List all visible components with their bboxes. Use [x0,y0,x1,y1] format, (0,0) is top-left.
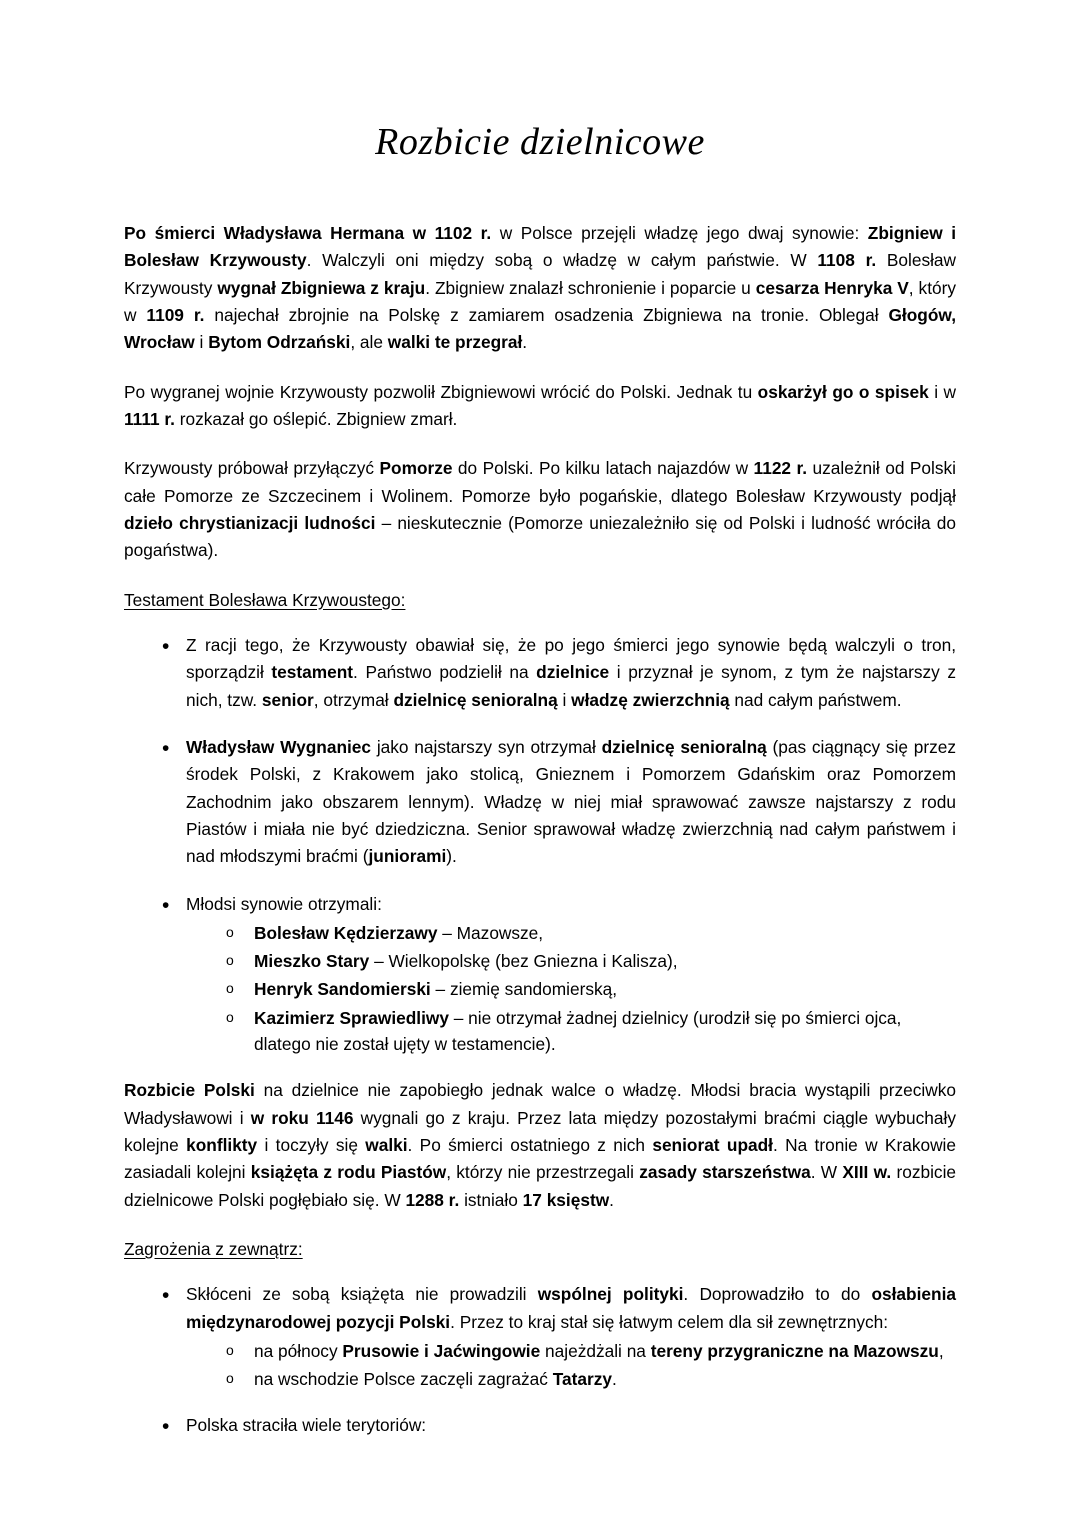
list-item [124,891,956,1058]
sub-list-item: o na wschodzie Polsce zaczęli zagrażać Tatarzy. [186,1366,956,1392]
threats-bullet-list [124,1281,956,1440]
paragraph: Krzywousty próbował przyłączyć Pomorze do Polski. Po kilku latach najazdów w 1122 r. uzależnił od Polski całe Pomorze ze Szczecinem i Wolinem. Pomorze było pogańskie, dlatego Bolesław Krzywousty podjął dzieło chrystianizacji ludności – nieskutecznie (Pomorze uniezależniło się od Polski i ludność wróciła do pogaństwa). [124,458,956,561]
list-item-label: Młodsi synowie otrzymali: [186,893,382,914]
threats-sublist [186,1338,956,1393]
list-item: • Z racji tego, że Krzywousty obawiał się, że po jego śmierci jego synowie będą walczyli o tron, sporządził testament. Państwo podzielił na dzielnice i przyznał je synom, z tym że najstarszy z nich, tzw. senior, otrzymał dzielnicę senioralną i władzę zwierzchnią nad całym państwem. [124,632,956,714]
younger-sons-sublist [186,920,956,1057]
testament-bullet-list [124,632,956,1057]
page-title: Rozbicie dzielnicowe [375,121,705,163]
sub-list-item: o na północy Prusowie i Jaćwingowie najeżdżali na tereny przygraniczne na Mazowszu, [186,1338,956,1364]
sub-list-item: o Henryk Sandomierski – ziemię sandomierską, [186,976,956,1002]
sub-list-item: o Mieszko Stary – Wielkopolskę (bez Gniezna i Kalisza), [186,948,956,974]
paragraph: Po wygranej wojnie Krzywousty pozwolił Zbigniewowi wrócić do Polski. Jednak tu oskarżył go o spisek i w 1111 r. rozkazał go oślepić. Zbigniew zmarł. [124,381,957,429]
section-heading-threats: Zagrożenia z zewnątrz: [124,1238,303,1259]
paragraph: Rozbicie Polski na dzielnice nie zapobiegło jednak walce o władzę. Młodsi bracia wystąpili przeciwko Władysławowi i w roku 1146 wygnali go z kraju. Przez lata między pozostałymi braćmi ciągle wybuchały kolejne konflikty i toczyły się walki. Po śmierci ostatniego z nich seniorat upadł. Na tronie w Krakowie zasiadali kolejni książęta z rodu Piastów, którzy nie przestrzegali zasady starszeństwa. W XIII w. rozbicie dzielnicowe Polski pogłębiało się. W 1288 r. istniało 17 księstw. [124,1080,957,1210]
paragraph: Po śmierci Władysława Hermana w 1102 r. w Polsce przejęli władzę jego dwaj synowie: Zbigniew i Bolesław Krzywousty. Walczyli oni między sobą o władzę w całym państwie. W 1108 r. Bolesław Krzywousty wygnał Zbigniewa z kraju. Zbigniew znalazł schronienie i poparcie u cesarza Henryka V, który w 1109 r. najechał zbrojnie na Polskę z zamiarem osadzenia Zbigniewa na tronie. Oblegał Głogów, Wrocław i Bytom Odrzański, ale walki te przegrał. [124,223,957,353]
list-item-text: Skłóceni ze sobą książęta nie prowadzili wspólnej polityki. Doprowadziło to do osłabienia międzynarodowej pozycji Polski. Przez to kraj stał się łatwym celem dla sił zewnętrznych: [186,1284,956,1332]
section-heading-testament: Testament Bolesława Krzywoustego: [124,589,406,610]
page-bottom-spacer [124,1460,956,1490]
sub-list-item: o Kazimierz Sprawiedliwy – nie otrzymał żadnej dzielnicy (urodził się po śmierci ojca, dlatego nie został ujęty w testamencie). [186,1005,956,1058]
list-item: • Władysław Wygnaniec jako najstarszy syn otrzymał dzielnicę senioralną (pas ciągnący się przez środek Polski, z Krakowem jako stolicą, Gnieznem i Pomorzem Gdańskim oraz Pomorzem Zachodnim jako obszarem lennym). Władzę w niej miał sprawować zawsze najstarszy z rodu Piastów i miała nie być dziedziczna. Senior sprawował władzę zwierzchnią nad całym państwem i nad młodszymi braćmi (juniorami). [124,734,956,871]
list-item [124,1281,956,1392]
list-item: • Polska straciła wiele terytoriów: [124,1412,956,1439]
intro-paragraphs [124,220,956,565]
sub-list-item: o Bolesław Kędzierzawy – Mazowsze, [186,920,956,946]
